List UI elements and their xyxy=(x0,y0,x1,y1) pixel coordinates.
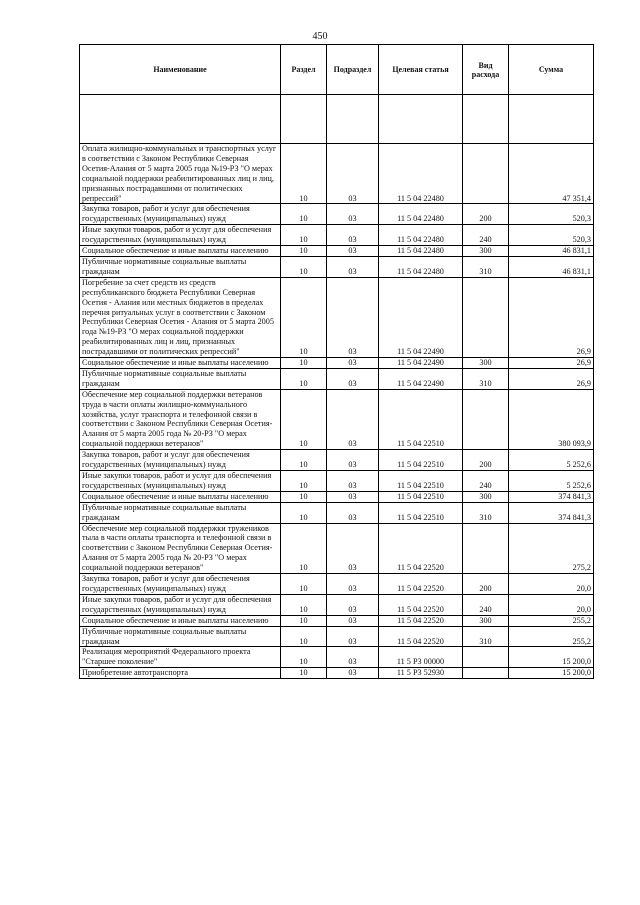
cell-name: Закупка товаров, работ и услуг для обеспечения государственных (муниципальных) нужд xyxy=(80,204,281,225)
cell-target: 11 5 04 22520 xyxy=(379,615,463,626)
cell-target: 11 5 04 22480 xyxy=(379,204,463,225)
table-row xyxy=(80,491,594,502)
cell-podrazdel: 03 xyxy=(327,647,379,668)
cell-name: Приобретение автотранспорта xyxy=(80,668,281,679)
cell-name: Закупка товаров, работ и услуг для обеспечения государственных (муниципальных) нужд xyxy=(80,574,281,595)
cell-podrazdel: 03 xyxy=(327,668,379,679)
cell-name: Социальное обеспечение и иные выплаты населению xyxy=(80,246,281,257)
table-row xyxy=(80,615,594,626)
table-row xyxy=(80,450,594,471)
cell-target: 11 5 04 22490 xyxy=(379,358,463,369)
cell-summa: 26,9 xyxy=(509,358,594,369)
header-podrazdel: Подраздел xyxy=(327,45,379,95)
cell-podrazdel: 03 xyxy=(327,491,379,502)
cell-summa: 20,0 xyxy=(509,594,594,615)
cell-name: Публичные нормативные социальные выплаты гражданам xyxy=(80,256,281,277)
cell-razdel: 10 xyxy=(281,389,327,449)
cell-vid xyxy=(463,277,509,357)
cell-target: 11 5 04 22510 xyxy=(379,491,463,502)
cell-podrazdel: 03 xyxy=(327,225,379,246)
cell-name: Погребение за счет средств из средств республиканского бюджета Республики Северная Осетия - Алания или местных бюджетов в пределах перечня ритуальных услуг в соответствии с Законом Республики Северная Осетия - Алания от 5 марта 2005 года №19-РЗ "О мерах социальной поддержки реабилитированных лиц и лиц, признанных пострадавшими от политических репрессий" xyxy=(80,277,281,357)
cell-vid: 200 xyxy=(463,574,509,595)
table-row xyxy=(80,523,594,574)
cell-target: 11 5 04 22480 xyxy=(379,144,463,204)
cell-name: Оплата жилищно-коммунальных и транспортных услуг в соответствии с Законом Республики Северная Осетия-Алания от 5 марта 2005 года №19-РЗ "О мерах социальной поддержки реабилитированных лиц и лиц, признанных пострадавшими от политических репрессий" xyxy=(80,144,281,204)
cell-target: 11 5 04 22510 xyxy=(379,389,463,449)
cell-vid: 200 xyxy=(463,450,509,471)
spacer-row xyxy=(80,95,594,144)
cell-razdel: 10 xyxy=(281,450,327,471)
table-row xyxy=(80,368,594,389)
cell-target: 11 5 04 22520 xyxy=(379,574,463,595)
cell-target: 11 5 04 22490 xyxy=(379,277,463,357)
cell-summa: 26,9 xyxy=(509,277,594,357)
cell-summa: 275,2 xyxy=(509,523,594,574)
cell-razdel: 10 xyxy=(281,523,327,574)
cell-summa: 374 841,3 xyxy=(509,491,594,502)
cell-podrazdel: 03 xyxy=(327,246,379,257)
header-razdel: Раздел xyxy=(281,45,327,95)
cell-name: Иные закупки товаров, работ и услуг для обеспечения государственных (муниципальных) нужд xyxy=(80,471,281,492)
header-vid: Вид расхода xyxy=(463,45,509,95)
cell-razdel: 10 xyxy=(281,594,327,615)
cell-razdel: 10 xyxy=(281,358,327,369)
cell-target: 11 5 P3 52930 xyxy=(379,668,463,679)
budget-table xyxy=(79,44,594,679)
cell-razdel: 10 xyxy=(281,574,327,595)
cell-target: 11 5 04 22480 xyxy=(379,256,463,277)
cell-name: Публичные нормативные социальные выплаты гражданам xyxy=(80,502,281,523)
cell-razdel: 10 xyxy=(281,615,327,626)
cell-target: 11 5 P3 00000 xyxy=(379,647,463,668)
table-row xyxy=(80,574,594,595)
cell-name: Публичные нормативные социальные выплаты гражданам xyxy=(80,626,281,647)
cell-name: Обеспечение мер социальной поддержки тружеников тыла в части оплаты транспорта и телефонной связи в соответствии с Законом Республики Северная Осетия-Алания от 5 марта 2005 года № 20-РЗ "О мерах социальной поддержки ветеранов" xyxy=(80,523,281,574)
header-name: Наименование xyxy=(80,45,281,95)
cell-summa: 20,0 xyxy=(509,574,594,595)
table-row xyxy=(80,204,594,225)
cell-summa: 46 831,1 xyxy=(509,256,594,277)
cell-vid: 300 xyxy=(463,491,509,502)
cell-summa: 5 252,6 xyxy=(509,471,594,492)
cell-summa: 26,9 xyxy=(509,368,594,389)
table-row xyxy=(80,594,594,615)
table-row xyxy=(80,502,594,523)
table-row xyxy=(80,647,594,668)
cell-vid: 240 xyxy=(463,594,509,615)
cell-podrazdel: 03 xyxy=(327,144,379,204)
cell-podrazdel: 03 xyxy=(327,471,379,492)
cell-name: Иные закупки товаров, работ и услуг для обеспечения государственных (муниципальных) нужд xyxy=(80,225,281,246)
cell-razdel: 10 xyxy=(281,204,327,225)
table-row xyxy=(80,389,594,449)
cell-vid: 300 xyxy=(463,358,509,369)
cell-vid xyxy=(463,389,509,449)
cell-podrazdel: 03 xyxy=(327,256,379,277)
cell-target: 11 5 04 22480 xyxy=(379,246,463,257)
cell-razdel: 10 xyxy=(281,144,327,204)
header-summa: Сумма xyxy=(509,45,594,95)
cell-name: Обеспечение мер социальной поддержки ветеранов труда в части оплаты жилищно-коммунального хозяйства, услуг транспорта и телефонной связи в соответствии с Законом Республики Северная Осетия-Алания от 5 марта 2005 года № 20-РЗ "О мерах социальной поддержки ветеранов" xyxy=(80,389,281,449)
cell-podrazdel: 03 xyxy=(327,574,379,595)
cell-target: 11 5 04 22510 xyxy=(379,502,463,523)
cell-target: 11 5 04 22510 xyxy=(379,450,463,471)
cell-summa: 520,3 xyxy=(509,204,594,225)
header-target: Целевая статья xyxy=(379,45,463,95)
cell-name: Закупка товаров, работ и услуг для обеспечения государственных (муниципальных) нужд xyxy=(80,450,281,471)
header-row xyxy=(80,45,594,95)
cell-vid: 300 xyxy=(463,246,509,257)
cell-vid: 240 xyxy=(463,471,509,492)
cell-podrazdel: 03 xyxy=(327,626,379,647)
cell-summa: 5 252,6 xyxy=(509,450,594,471)
cell-summa: 520,3 xyxy=(509,225,594,246)
cell-target: 11 5 04 22520 xyxy=(379,523,463,574)
cell-vid xyxy=(463,647,509,668)
cell-podrazdel: 03 xyxy=(327,502,379,523)
table-row xyxy=(80,225,594,246)
cell-razdel: 10 xyxy=(281,225,327,246)
cell-podrazdel: 03 xyxy=(327,615,379,626)
cell-razdel: 10 xyxy=(281,502,327,523)
cell-vid: 200 xyxy=(463,204,509,225)
cell-razdel: 10 xyxy=(281,471,327,492)
cell-summa: 255,2 xyxy=(509,626,594,647)
cell-target: 11 5 04 22510 xyxy=(379,471,463,492)
cell-razdel: 10 xyxy=(281,277,327,357)
cell-razdel: 10 xyxy=(281,368,327,389)
cell-target: 11 5 04 22520 xyxy=(379,594,463,615)
table-row xyxy=(80,358,594,369)
cell-podrazdel: 03 xyxy=(327,204,379,225)
cell-target: 11 5 04 22480 xyxy=(379,225,463,246)
cell-razdel: 10 xyxy=(281,647,327,668)
cell-vid: 300 xyxy=(463,615,509,626)
table-row xyxy=(80,144,594,204)
cell-vid xyxy=(463,144,509,204)
cell-vid: 310 xyxy=(463,626,509,647)
cell-podrazdel: 03 xyxy=(327,277,379,357)
cell-vid: 310 xyxy=(463,368,509,389)
cell-razdel: 10 xyxy=(281,626,327,647)
cell-razdel: 10 xyxy=(281,246,327,257)
cell-name: Социальное обеспечение и иные выплаты населению xyxy=(80,358,281,369)
cell-summa: 15 200,0 xyxy=(509,668,594,679)
table-row xyxy=(80,471,594,492)
cell-razdel: 10 xyxy=(281,491,327,502)
cell-summa: 374 841,3 xyxy=(509,502,594,523)
cell-podrazdel: 03 xyxy=(327,368,379,389)
table-row xyxy=(80,626,594,647)
table-row xyxy=(80,246,594,257)
cell-summa: 46 831,1 xyxy=(509,246,594,257)
cell-name: Социальное обеспечение и иные выплаты населению xyxy=(80,615,281,626)
cell-podrazdel: 03 xyxy=(327,358,379,369)
cell-summa: 380 093,9 xyxy=(509,389,594,449)
cell-summa: 47 351,4 xyxy=(509,144,594,204)
cell-podrazdel: 03 xyxy=(327,523,379,574)
cell-summa: 15 200,0 xyxy=(509,647,594,668)
cell-razdel: 10 xyxy=(281,668,327,679)
cell-podrazdel: 03 xyxy=(327,450,379,471)
table-row xyxy=(80,256,594,277)
cell-name: Публичные нормативные социальные выплаты гражданам xyxy=(80,368,281,389)
cell-vid: 310 xyxy=(463,256,509,277)
cell-name: Социальное обеспечение и иные выплаты населению xyxy=(80,491,281,502)
cell-podrazdel: 03 xyxy=(327,594,379,615)
cell-podrazdel: 03 xyxy=(327,389,379,449)
table-row xyxy=(80,668,594,679)
cell-vid xyxy=(463,523,509,574)
cell-vid: 310 xyxy=(463,502,509,523)
cell-target: 11 5 04 22490 xyxy=(379,368,463,389)
page-number: 450 xyxy=(312,31,328,42)
cell-name: Реализация мероприятий Федерального проекта "Старшее поколение" xyxy=(80,647,281,668)
cell-vid xyxy=(463,668,509,679)
cell-summa: 255,2 xyxy=(509,615,594,626)
cell-target: 11 5 04 22520 xyxy=(379,626,463,647)
table-row xyxy=(80,277,594,357)
cell-vid: 240 xyxy=(463,225,509,246)
cell-razdel: 10 xyxy=(281,256,327,277)
cell-name: Иные закупки товаров, работ и услуг для обеспечения государственных (муниципальных) нужд xyxy=(80,594,281,615)
